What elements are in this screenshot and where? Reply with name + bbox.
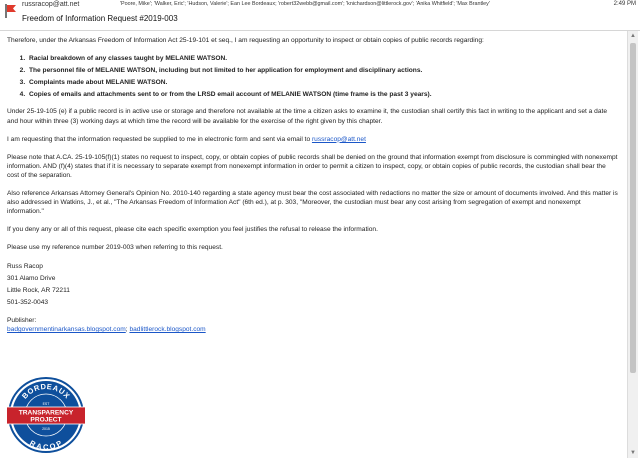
logo-band-line1: TRANSPARENCY <box>18 409 74 417</box>
availability-paragraph: Under 25-19-105 (e) if a public record is in active use or storage and therefore not available at the time a citizen asks to examine it, the custodian shall certify this fact in writing to the applicant and set a date and hour within three (3) working days at which time the record will be available for the exercise of the right given by this chapter. <box>7 108 607 125</box>
logo-year-text: 2015 <box>42 427 50 431</box>
blog-link-badlittlerock[interactable]: badlittlerock.blogspot.com <box>129 325 206 333</box>
request-item: 1. Racial breakdown of any classes taught by MELANIE WATSON. <box>27 54 619 63</box>
message-subject: Freedom of Information Request #2019-003 <box>22 14 178 23</box>
blog-link-badgovernment[interactable]: badgovernmentinarkansas.blogspot.com <box>7 325 126 333</box>
request-item: 4. Copies of emails and attachments sent to or from the LRSD email account of MELANIE WATSON (time frame is the past 3 years). <box>27 90 619 99</box>
intro-paragraph: Therefore, under the Arkansas Freedom of Information Act 25-19-101 et seq., I am requesting an opportunity to inspect or obtain copies of public records regarding: <box>7 37 484 44</box>
recipient-list: 'Poore, Mike'; 'Walker, Eric'; 'Hudson, Valerie'; Ean Lee Bordeaux; 'robert32webb@gmail.com'; 'knichardson@littlerock.gov'; 'Anika Whitfield'; 'Max Brantley' <box>120 1 490 7</box>
publisher-label: Publisher: <box>7 316 37 324</box>
email-link[interactable]: russracop@att.net <box>311 135 366 143</box>
logo-band-line2: PROJECT <box>30 416 62 424</box>
signature-street: 301 Alamo Drive <box>7 274 56 282</box>
signature-block <box>7 262 619 307</box>
signature-phone: 501-352-0043 <box>7 298 49 306</box>
message-header <box>0 0 640 31</box>
publisher-links <box>7 325 619 334</box>
logo-top-text: BORDEAUX <box>20 381 72 401</box>
attorney-general-paragraph: Also reference Arkansas Attorney General's Opinion No. 2010-140 regarding a state agency must bear the cost associated with redactions no matter the size or amount of documents involved. And this matter is also addressed in Watkins, J., et al., "The Arkansas Freedom of Information Act" (6th ed.), at p. 303, "Moreover, the custodian must bear any cost arising from segregation of exempt and nonexempt information." <box>7 190 618 216</box>
message-timestamp: 2:49 PM <box>613 1 636 7</box>
logo-bottom-text: RACOP <box>28 438 64 452</box>
sender-address[interactable]: russracop@att.net <box>22 1 80 8</box>
link-separator: ; <box>125 325 130 333</box>
transparency-project-logo <box>7 375 85 455</box>
request-item: 2. The personnel file of MELANIE WATSON, including but not limited to her application for employment and disciplinary actions. <box>27 66 619 75</box>
request-item: 3. Complaints made about MELANIE WATSON. <box>27 78 619 87</box>
signature-city: Little Rock, AR 72211 <box>7 286 70 294</box>
flag-icon[interactable] <box>4 3 17 19</box>
signature-name: Russ Racop <box>7 262 43 270</box>
vertical-scrollbar[interactable] <box>627 31 638 458</box>
request-list <box>7 54 619 99</box>
denial-paragraph: If you deny any or all of this request, please cite each specific exemption you feel justifies the refusal to release the information. <box>7 226 378 234</box>
delivery-text: I am requesting that the information requested be supplied to me in electronic form and sent via email to <box>7 135 312 143</box>
message-body <box>7 36 619 343</box>
commingled-paragraph: Please note that A.CA. 25-19-105(f)(1) states no request to inspect, copy, or obtain copies of public records shall be denied on the ground that information exempt from disclosure is commingled with nonexempt information. AND (f)(4) states that if it is necessary to separate exempt from nonexempt information in order to permit a citizen to inspect, copy, or obtain copies of public records, the custodian shall bear the cost of the separation. <box>7 153 618 179</box>
scroll-thumb[interactable] <box>630 43 636 373</box>
scroll-down-arrow-icon[interactable]: ▼ <box>630 450 636 456</box>
delivery-paragraph <box>7 135 619 144</box>
reference-paragraph: Please use my reference number 2019-003 when referring to this request. <box>7 244 223 252</box>
logo-est-text: EST <box>42 402 50 406</box>
scroll-up-arrow-icon[interactable]: ▲ <box>630 33 636 39</box>
